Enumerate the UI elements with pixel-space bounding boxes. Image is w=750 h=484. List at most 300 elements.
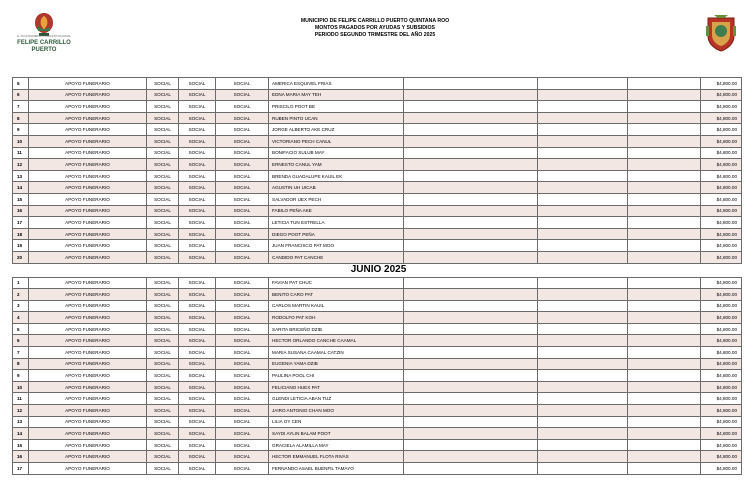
- category-cell: SOCIAL: [147, 312, 179, 324]
- empty-cell: [628, 78, 701, 90]
- concept-cell: APOYO FUNERARIO: [29, 347, 147, 359]
- empty-cell: [538, 323, 628, 335]
- sector-cell: SOCIAL: [216, 182, 269, 194]
- amount-cell: $4,800.00: [701, 135, 742, 147]
- category-cell: SOCIAL: [147, 323, 179, 335]
- concept-cell: APOYO FUNERARIO: [29, 170, 147, 182]
- row-number: 12: [13, 405, 29, 417]
- category-cell: SOCIAL: [147, 182, 179, 194]
- empty-cell: [404, 240, 538, 252]
- empty-cell: [404, 112, 538, 124]
- empty-cell: [628, 182, 701, 194]
- type-cell: SOCIAL: [179, 277, 216, 289]
- category-cell: SOCIAL: [147, 463, 179, 475]
- amount-cell: $4,800.00: [701, 463, 742, 475]
- beneficiary-name-cell: JORGE ALBERTO AKE CRUZ: [269, 124, 404, 136]
- beneficiary-name-cell: SARITA BRICEÑO DZIB: [269, 323, 404, 335]
- table-row: [13, 451, 742, 463]
- beneficiary-name-cell: ERNESTO CANUL YAM: [269, 159, 404, 171]
- amount-cell: $4,800.00: [701, 405, 742, 417]
- beneficiary-name-cell: CARLOS MARTIN KAUIL: [269, 300, 404, 312]
- beneficiary-name-cell: VICTORIANO PECH CANUL: [269, 135, 404, 147]
- empty-cell: [404, 277, 538, 289]
- category-cell: SOCIAL: [147, 300, 179, 312]
- amount-cell: $4,800.00: [701, 251, 742, 263]
- row-number: 8: [13, 358, 29, 370]
- empty-cell: [538, 381, 628, 393]
- table-row: [13, 428, 742, 440]
- type-cell: SOCIAL: [179, 228, 216, 240]
- type-cell: SOCIAL: [179, 182, 216, 194]
- type-cell: SOCIAL: [179, 393, 216, 405]
- sector-cell: SOCIAL: [216, 416, 269, 428]
- type-cell: SOCIAL: [179, 370, 216, 382]
- table-row: [13, 182, 742, 194]
- row-number: 16: [13, 205, 29, 217]
- title-line-1: MUNICIPIO DE FELIPE CARRILLO PUERTO QUINTANA ROO: [300, 18, 450, 24]
- type-cell: SOCIAL: [179, 251, 216, 263]
- sector-cell: SOCIAL: [216, 300, 269, 312]
- category-cell: SOCIAL: [147, 159, 179, 171]
- beneficiary-name-cell: FERNANDO ASAEL BUENFIL TAMAYO: [269, 463, 404, 475]
- beneficiary-name-cell: FABILO PEÑA AKE: [269, 205, 404, 217]
- empty-cell: [628, 147, 701, 159]
- category-cell: SOCIAL: [147, 101, 179, 113]
- document-title-block: [200, 18, 550, 39]
- beneficiary-name-cell: JAIRO ANTONIO CHAN MOO: [269, 405, 404, 417]
- sector-cell: SOCIAL: [216, 159, 269, 171]
- type-cell: SOCIAL: [179, 312, 216, 324]
- empty-cell: [628, 277, 701, 289]
- empty-cell: [404, 370, 538, 382]
- row-number: 9: [13, 370, 29, 382]
- beneficiary-name-cell: LILIA OY CEN: [269, 416, 404, 428]
- empty-cell: [404, 416, 538, 428]
- empty-cell: [404, 170, 538, 182]
- type-cell: SOCIAL: [179, 193, 216, 205]
- row-number: 10: [13, 381, 29, 393]
- sector-cell: SOCIAL: [216, 124, 269, 136]
- amount-cell: $4,800.00: [701, 370, 742, 382]
- amount-cell: $4,800.00: [701, 358, 742, 370]
- concept-cell: APOYO FUNERARIO: [29, 251, 147, 263]
- sector-cell: SOCIAL: [216, 428, 269, 440]
- amount-cell: $4,800.00: [701, 451, 742, 463]
- table-row: [13, 251, 742, 263]
- empty-cell: [628, 416, 701, 428]
- table-row: [13, 240, 742, 252]
- table-body-before: [13, 78, 742, 264]
- concept-cell: APOYO FUNERARIO: [29, 135, 147, 147]
- sector-cell: SOCIAL: [216, 323, 269, 335]
- amount-cell: $4,800.00: [701, 300, 742, 312]
- empty-cell: [628, 159, 701, 171]
- empty-cell: [628, 463, 701, 475]
- category-cell: SOCIAL: [147, 335, 179, 347]
- empty-cell: [404, 439, 538, 451]
- type-cell: SOCIAL: [179, 147, 216, 159]
- type-cell: SOCIAL: [179, 217, 216, 229]
- title-line-2: MONTOS PAGADOS POR AYUDAS Y SUBSIDIOS: [314, 25, 435, 31]
- beneficiary-name-cell: DIEGO POOT PEÑA: [269, 228, 404, 240]
- category-cell: SOCIAL: [147, 451, 179, 463]
- row-number: 4: [13, 312, 29, 324]
- category-cell: SOCIAL: [147, 289, 179, 301]
- amount-cell: $4,800.00: [701, 205, 742, 217]
- empty-cell: [538, 393, 628, 405]
- amount-cell: $4,800.00: [701, 393, 742, 405]
- amount-cell: $4,800.00: [701, 289, 742, 301]
- table-row: [13, 101, 742, 113]
- amount-cell: $4,800.00: [701, 277, 742, 289]
- category-cell: SOCIAL: [147, 240, 179, 252]
- sector-cell: SOCIAL: [216, 439, 269, 451]
- table-row: [13, 159, 742, 171]
- table-row: [13, 335, 742, 347]
- table-row: [13, 228, 742, 240]
- beneficiary-name-cell: LETICIA TUN ESTRELLA: [269, 217, 404, 229]
- type-cell: SOCIAL: [179, 416, 216, 428]
- table-row: [13, 277, 742, 289]
- empty-cell: [404, 78, 538, 90]
- row-number: 7: [13, 101, 29, 113]
- concept-cell: APOYO FUNERARIO: [29, 381, 147, 393]
- empty-cell: [628, 393, 701, 405]
- type-cell: SOCIAL: [179, 101, 216, 113]
- concept-cell: APOYO FUNERARIO: [29, 439, 147, 451]
- empty-cell: [628, 323, 701, 335]
- row-number: 15: [13, 193, 29, 205]
- sector-cell: SOCIAL: [216, 393, 269, 405]
- category-cell: SOCIAL: [147, 251, 179, 263]
- category-cell: SOCIAL: [147, 370, 179, 382]
- logo-brand-line1: FELIPE CARRILLO: [17, 40, 71, 46]
- row-number: 10: [13, 135, 29, 147]
- empty-cell: [538, 300, 628, 312]
- amount-cell: $4,800.00: [701, 170, 742, 182]
- month-row: [13, 263, 742, 277]
- beneficiary-name-cell: RODOLFO PAT KOH: [269, 312, 404, 324]
- empty-cell: [538, 217, 628, 229]
- sector-cell: SOCIAL: [216, 277, 269, 289]
- row-number: 13: [13, 416, 29, 428]
- sector-cell: SOCIAL: [216, 193, 269, 205]
- empty-cell: [404, 428, 538, 440]
- table-row: [13, 347, 742, 359]
- beneficiary-name-cell: MARIA SUSANA CAAMAL CATZIN: [269, 347, 404, 359]
- empty-cell: [404, 193, 538, 205]
- category-cell: SOCIAL: [147, 393, 179, 405]
- row-number: 20: [13, 251, 29, 263]
- row-number: 3: [13, 300, 29, 312]
- type-cell: SOCIAL: [179, 205, 216, 217]
- concept-cell: APOYO FUNERARIO: [29, 228, 147, 240]
- row-number: 8: [13, 112, 29, 124]
- concept-cell: APOYO FUNERARIO: [29, 124, 147, 136]
- beneficiary-name-cell: BRENDA GUADALUPE KAUIL EK: [269, 170, 404, 182]
- category-cell: SOCIAL: [147, 217, 179, 229]
- empty-cell: [538, 135, 628, 147]
- empty-cell: [404, 358, 538, 370]
- empty-cell: [538, 277, 628, 289]
- type-cell: SOCIAL: [179, 124, 216, 136]
- empty-cell: [538, 289, 628, 301]
- table-row: [13, 89, 742, 101]
- amount-cell: $4,800.00: [701, 335, 742, 347]
- category-cell: SOCIAL: [147, 135, 179, 147]
- concept-cell: APOYO FUNERARIO: [29, 193, 147, 205]
- empty-cell: [404, 289, 538, 301]
- empty-cell: [404, 147, 538, 159]
- amount-cell: $4,800.00: [701, 147, 742, 159]
- row-number: 18: [13, 228, 29, 240]
- concept-cell: APOYO FUNERARIO: [29, 300, 147, 312]
- logo-subtitle: H. AYUNTAMIENTO CONSTITUCIONAL: [16, 34, 72, 38]
- row-number: 7: [13, 347, 29, 359]
- concept-cell: APOYO FUNERARIO: [29, 312, 147, 324]
- table-row: [13, 300, 742, 312]
- sector-cell: SOCIAL: [216, 463, 269, 475]
- empty-cell: [404, 405, 538, 417]
- type-cell: SOCIAL: [179, 135, 216, 147]
- empty-cell: [628, 112, 701, 124]
- empty-cell: [628, 335, 701, 347]
- empty-cell: [628, 205, 701, 217]
- category-cell: SOCIAL: [147, 124, 179, 136]
- empty-cell: [404, 463, 538, 475]
- sector-cell: SOCIAL: [216, 289, 269, 301]
- concept-cell: APOYO FUNERARIO: [29, 78, 147, 90]
- row-number: 11: [13, 147, 29, 159]
- empty-cell: [538, 159, 628, 171]
- concept-cell: APOYO FUNERARIO: [29, 428, 147, 440]
- amount-cell: $4,800.00: [701, 228, 742, 240]
- row-number: 11: [13, 393, 29, 405]
- concept-cell: APOYO FUNERARIO: [29, 289, 147, 301]
- amount-cell: $4,800.00: [701, 416, 742, 428]
- sector-cell: SOCIAL: [216, 451, 269, 463]
- type-cell: SOCIAL: [179, 159, 216, 171]
- table-row: [13, 463, 742, 475]
- row-number: 15: [13, 439, 29, 451]
- category-cell: SOCIAL: [147, 277, 179, 289]
- category-cell: SOCIAL: [147, 439, 179, 451]
- amount-cell: $4,800.00: [701, 182, 742, 194]
- amount-cell: $4,800.00: [701, 428, 742, 440]
- table-row: [13, 370, 742, 382]
- type-cell: SOCIAL: [179, 170, 216, 182]
- table-row: [13, 405, 742, 417]
- empty-cell: [628, 428, 701, 440]
- beneficiary-name-cell: HECTOR ORLANDO CANCHE CAAMAL: [269, 335, 404, 347]
- amount-cell: $4,800.00: [701, 312, 742, 324]
- beneficiary-name-cell: CANDIDO PAT CANCHE: [269, 251, 404, 263]
- row-number: 17: [13, 217, 29, 229]
- beneficiary-name-cell: GRACIELA ALAMILLA MAY: [269, 439, 404, 451]
- type-cell: SOCIAL: [179, 323, 216, 335]
- empty-cell: [628, 289, 701, 301]
- empty-cell: [538, 428, 628, 440]
- empty-cell: [538, 182, 628, 194]
- empty-cell: [628, 135, 701, 147]
- row-number: 1: [13, 277, 29, 289]
- concept-cell: APOYO FUNERARIO: [29, 205, 147, 217]
- empty-cell: [404, 312, 538, 324]
- sector-cell: SOCIAL: [216, 135, 269, 147]
- category-cell: SOCIAL: [147, 228, 179, 240]
- empty-cell: [538, 205, 628, 217]
- amount-cell: $4,800.00: [701, 78, 742, 90]
- concept-cell: APOYO FUNERARIO: [29, 358, 147, 370]
- concept-cell: APOYO FUNERARIO: [29, 89, 147, 101]
- sector-cell: SOCIAL: [216, 240, 269, 252]
- empty-cell: [628, 217, 701, 229]
- empty-cell: [404, 393, 538, 405]
- beneficiary-name-cell: GLENDI LETICIA ABAN TUZ: [269, 393, 404, 405]
- empty-cell: [538, 193, 628, 205]
- empty-cell: [628, 193, 701, 205]
- beneficiary-name-cell: BONIFACIO SULUB MAY: [269, 147, 404, 159]
- table-row: [13, 358, 742, 370]
- category-cell: SOCIAL: [147, 170, 179, 182]
- sector-cell: SOCIAL: [216, 358, 269, 370]
- empty-cell: [538, 347, 628, 359]
- sector-cell: SOCIAL: [216, 78, 269, 90]
- empty-cell: [538, 101, 628, 113]
- type-cell: SOCIAL: [179, 381, 216, 393]
- amount-cell: $4,800.00: [701, 217, 742, 229]
- category-cell: SOCIAL: [147, 147, 179, 159]
- beneficiary-name-cell: JUAN FRANCISCO PAT MOO: [269, 240, 404, 252]
- beneficiary-name-cell: AMERICA ESQUIVEL FRIAS: [269, 78, 404, 90]
- type-cell: SOCIAL: [179, 428, 216, 440]
- empty-cell: [538, 228, 628, 240]
- amount-cell: $4,800.00: [701, 439, 742, 451]
- empty-cell: [404, 101, 538, 113]
- type-cell: SOCIAL: [179, 451, 216, 463]
- category-cell: SOCIAL: [147, 78, 179, 90]
- category-cell: SOCIAL: [147, 89, 179, 101]
- sector-cell: SOCIAL: [216, 147, 269, 159]
- type-cell: SOCIAL: [179, 335, 216, 347]
- coat-of-arms-icon: [704, 12, 738, 52]
- beneficiary-name-cell: PRISCILO POOT BE: [269, 101, 404, 113]
- empty-cell: [628, 124, 701, 136]
- row-number: 19: [13, 240, 29, 252]
- empty-cell: [404, 217, 538, 229]
- empty-cell: [628, 101, 701, 113]
- empty-cell: [628, 370, 701, 382]
- concept-cell: APOYO FUNERARIO: [29, 277, 147, 289]
- type-cell: SOCIAL: [179, 78, 216, 90]
- empty-cell: [538, 416, 628, 428]
- table-row: [13, 416, 742, 428]
- row-number: 6: [13, 89, 29, 101]
- beneficiary-name-cell: FAVIAN PAT CHUC: [269, 277, 404, 289]
- table-row: [13, 135, 742, 147]
- amount-cell: $4,800.00: [701, 193, 742, 205]
- beneficiary-name-cell: AGUSTIN UH UICAB: [269, 182, 404, 194]
- type-cell: SOCIAL: [179, 240, 216, 252]
- empty-cell: [538, 439, 628, 451]
- empty-cell: [404, 159, 538, 171]
- empty-cell: [538, 89, 628, 101]
- table-row: [13, 393, 742, 405]
- municipality-logo: [14, 12, 74, 56]
- amount-cell: $4,800.00: [701, 101, 742, 113]
- category-cell: SOCIAL: [147, 205, 179, 217]
- amount-cell: $4,800.00: [701, 124, 742, 136]
- empty-cell: [538, 312, 628, 324]
- category-cell: SOCIAL: [147, 405, 179, 417]
- row-number: 9: [13, 124, 29, 136]
- table-row: [13, 439, 742, 451]
- empty-cell: [628, 312, 701, 324]
- empty-cell: [404, 323, 538, 335]
- sector-cell: SOCIAL: [216, 335, 269, 347]
- empty-cell: [404, 135, 538, 147]
- table-row: [13, 289, 742, 301]
- sector-cell: SOCIAL: [216, 217, 269, 229]
- beneficiary-name-cell: BENITO CARO PAT: [269, 289, 404, 301]
- sector-cell: SOCIAL: [216, 251, 269, 263]
- logo-brand-text: [14, 40, 74, 54]
- table-row: [13, 381, 742, 393]
- table-row: [13, 112, 742, 124]
- table-row: [13, 170, 742, 182]
- empty-cell: [538, 335, 628, 347]
- empty-cell: [404, 347, 538, 359]
- empty-cell: [538, 170, 628, 182]
- row-number: 12: [13, 159, 29, 171]
- empty-cell: [628, 170, 701, 182]
- row-number: 16: [13, 451, 29, 463]
- row-number: 13: [13, 170, 29, 182]
- beneficiary-name-cell: PAULINA POOL CHI: [269, 370, 404, 382]
- empty-cell: [404, 205, 538, 217]
- empty-cell: [538, 124, 628, 136]
- sector-cell: SOCIAL: [216, 381, 269, 393]
- sector-cell: SOCIAL: [216, 347, 269, 359]
- table-row: [13, 124, 742, 136]
- concept-cell: APOYO FUNERARIO: [29, 323, 147, 335]
- type-cell: SOCIAL: [179, 463, 216, 475]
- sector-cell: SOCIAL: [216, 89, 269, 101]
- concept-cell: APOYO FUNERARIO: [29, 463, 147, 475]
- empty-cell: [628, 451, 701, 463]
- category-cell: SOCIAL: [147, 347, 179, 359]
- empty-cell: [404, 451, 538, 463]
- sector-cell: SOCIAL: [216, 101, 269, 113]
- beneficiary-name-cell: EUGENIA YAMA DZIB: [269, 358, 404, 370]
- concept-cell: APOYO FUNERARIO: [29, 112, 147, 124]
- sector-cell: SOCIAL: [216, 112, 269, 124]
- amount-cell: $4,800.00: [701, 240, 742, 252]
- beneficiary-name-cell: EDNA MARIA MAY TEH: [269, 89, 404, 101]
- concept-cell: APOYO FUNERARIO: [29, 159, 147, 171]
- empty-cell: [628, 228, 701, 240]
- empty-cell: [538, 370, 628, 382]
- beneficiary-name-cell: FELICIANO HUEX PAT: [269, 381, 404, 393]
- category-cell: SOCIAL: [147, 358, 179, 370]
- concept-cell: APOYO FUNERARIO: [29, 416, 147, 428]
- sector-cell: SOCIAL: [216, 205, 269, 217]
- empty-cell: [538, 405, 628, 417]
- table-row: [13, 217, 742, 229]
- empty-cell: [538, 240, 628, 252]
- document-header: [0, 0, 750, 74]
- table-row: [13, 323, 742, 335]
